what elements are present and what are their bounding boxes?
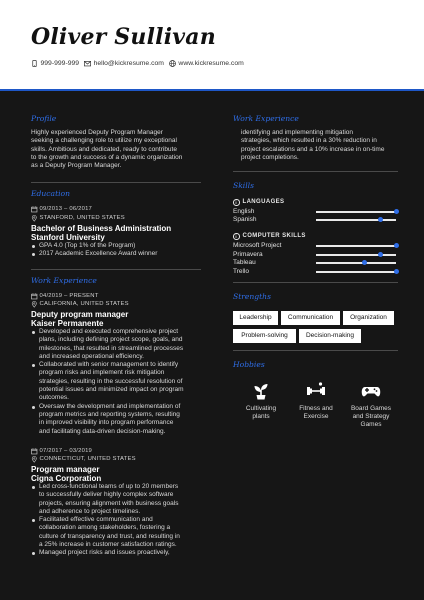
bullet-line: Managed project risks and issues proactively, xyxy=(39,549,170,557)
location-pin-icon xyxy=(31,215,38,222)
strengths-title: Strengths xyxy=(233,292,271,301)
work-continued-text xyxy=(241,129,406,162)
email-text: hello@kickresume.com xyxy=(93,60,164,67)
job-location xyxy=(31,456,136,463)
bullet-line: outcomes. xyxy=(39,394,69,402)
section-divider xyxy=(233,350,398,351)
profile-line: seeking a challenging role to utilize my exceptional xyxy=(31,137,177,145)
work-title: Work Experience xyxy=(31,276,97,285)
bullet-line: Developed and executed comprehensive project xyxy=(39,328,179,335)
skill-level-knob xyxy=(394,209,399,214)
hobby-label xyxy=(346,405,396,429)
job-date-text: 04/2019 – PRESENT xyxy=(39,293,99,300)
bullet-line: potential issues and minimized impact on program xyxy=(39,386,184,394)
bullet-line: strategies, resulting in the successful resolution of xyxy=(39,377,183,385)
bullet-line: program metrics and reporting systems, resulting xyxy=(39,410,180,418)
phone-icon xyxy=(31,60,38,67)
job-location xyxy=(31,301,129,308)
bullet-line: and increased operational efficiency. xyxy=(39,352,144,360)
contact-website[interactable] xyxy=(169,60,244,67)
strength-tag: Leadership xyxy=(233,311,278,325)
skill-level-track xyxy=(316,262,396,264)
profile-title: Profile xyxy=(31,114,57,123)
hobby-label xyxy=(236,405,286,421)
job-location-text: CALIFORNIA, UNITED STATES xyxy=(39,301,129,308)
section-divider xyxy=(233,282,398,283)
strength-tag: Organization xyxy=(343,311,394,325)
phone-text: 999-999-999 xyxy=(40,60,80,67)
location-pin-icon xyxy=(31,301,38,308)
computer-skills-heading xyxy=(233,233,306,240)
education-degree: Bachelor of Business Administration xyxy=(31,224,172,233)
job-role: Program manager xyxy=(31,465,100,474)
list-item: 2017 Academic Excellence Award winner xyxy=(31,250,211,258)
job-bullets xyxy=(31,483,216,558)
strength-tag: Decision-making xyxy=(299,329,361,343)
contact-row xyxy=(31,60,249,67)
gamepad-icon xyxy=(361,381,381,401)
strength-tag: Communication xyxy=(281,311,340,325)
profile-text xyxy=(31,129,211,170)
bullet-line: Facilitated effective communication and xyxy=(39,516,153,524)
envelope-icon xyxy=(84,60,91,67)
computer-skills-label: COMPUTER SKILLS xyxy=(242,233,306,240)
continued-line: strategies, which resulted in a 30% reduction in xyxy=(241,137,377,145)
bullet-line: Oversaw the development and implementation of xyxy=(39,402,181,410)
skill-level-knob xyxy=(362,260,367,265)
job-company: Cigna Corporation xyxy=(31,474,102,483)
list-item xyxy=(31,549,216,557)
continued-line: project escalations and a 10% increase in on-time xyxy=(241,145,385,153)
bullet-line: program risks and implement risk mitigation xyxy=(39,369,165,377)
skill-level-track xyxy=(316,219,396,221)
profile-line: to the growth and success of a dynamic organization xyxy=(31,153,183,161)
education-location xyxy=(31,215,125,222)
info-icon: i xyxy=(233,199,240,206)
skill-level-knob xyxy=(394,243,399,248)
list-item xyxy=(31,516,216,549)
resume-body xyxy=(0,91,424,600)
skill-label: Spanish xyxy=(233,216,257,223)
bullet-line: collaboration among stakeholders, fostering a xyxy=(39,524,171,532)
education-date-text: 09/2013 – 06/2017 xyxy=(39,206,93,213)
skill-label: Microsoft Project xyxy=(233,242,282,249)
list-item xyxy=(31,328,216,361)
hobby-label xyxy=(291,405,341,421)
bullet-line: to successfully deliver highly complex software xyxy=(39,491,174,499)
skill-level-knob xyxy=(394,269,399,274)
skill-level-track xyxy=(316,211,396,213)
job-role: Deputy program manager xyxy=(31,310,129,319)
hobby-label-line: and Strategy xyxy=(352,413,390,420)
plant-icon xyxy=(251,381,271,401)
skill-level-track xyxy=(316,254,396,256)
calendar-icon xyxy=(31,293,38,300)
education-location-text: STANFORD, UNITED STATES xyxy=(39,215,125,222)
job-date-text: 07/2017 – 03/2019 xyxy=(39,448,93,455)
education-school: Stanford University xyxy=(31,233,105,242)
location-pin-icon xyxy=(31,456,38,463)
bullet-line: culture of transparency and trust, and resulting in xyxy=(39,532,180,540)
skill-label: Tableau xyxy=(233,259,256,266)
skill-level-knob xyxy=(378,217,383,222)
hobby-label-line: Cultivating xyxy=(245,405,277,412)
skill-label: Trello xyxy=(233,268,250,275)
list-item xyxy=(31,483,216,516)
profile-line: Highly experienced Deputy Program Manager xyxy=(31,129,163,136)
education-title: Education xyxy=(31,189,71,198)
section-divider xyxy=(31,182,201,183)
hobby-label-line: Exercise xyxy=(303,413,329,420)
bullet-line: plans, including defining project scope, goals, and xyxy=(39,336,183,344)
job-date xyxy=(31,293,99,300)
strength-tag: Problem-solving xyxy=(233,329,296,343)
bullet-line: in improved visibility into program performance xyxy=(39,419,174,427)
languages-heading xyxy=(233,199,284,206)
education-bullets xyxy=(31,242,211,259)
skill-label: Primavera xyxy=(233,251,263,258)
bullet-line: Collaborated with senior management to identify xyxy=(39,361,179,369)
skill-label: English xyxy=(233,208,255,215)
contact-email[interactable] xyxy=(84,60,164,67)
skill-level-track xyxy=(316,245,396,247)
section-divider xyxy=(233,171,398,172)
education-date xyxy=(31,206,92,213)
skills-title: Skills xyxy=(233,181,254,190)
skill-level-track xyxy=(316,271,396,273)
calendar-icon xyxy=(31,448,38,455)
profile-line: skills. Ambitious and dedicated, ready to contribute xyxy=(31,145,177,153)
bullet-line: a 25% increase in customer satisfaction ratings. xyxy=(39,541,177,549)
job-company: Kaiser Permanente xyxy=(31,319,104,328)
skill-level-knob xyxy=(378,252,383,257)
hobbies-title: Hobbies xyxy=(233,360,265,369)
job-location-text: CONNECTICUT, UNITED STATES xyxy=(39,456,136,463)
hobby-label-line: plants xyxy=(252,413,270,420)
list-item xyxy=(31,361,216,402)
fitness-icon xyxy=(306,381,326,401)
list-item: GPA 4.0 (Top 1% of the Program) xyxy=(31,242,211,250)
hobby-label-line: Fitness and xyxy=(299,405,333,412)
candidate-name: Oliver Sullivan xyxy=(31,24,216,50)
job-bullets xyxy=(31,328,216,436)
list-item xyxy=(31,403,216,436)
calendar-icon xyxy=(31,206,38,213)
continued-line: project completions. xyxy=(241,153,299,161)
bullet-line: milestones, that resulted in streamlined processes xyxy=(39,344,184,352)
header xyxy=(0,0,424,89)
hobby-label-line: Games xyxy=(360,421,382,428)
hobby-label-line: Board Games xyxy=(350,405,392,412)
bullet-line: and facilitating data-driven decision-making. xyxy=(39,427,166,435)
job-date xyxy=(31,448,92,455)
work-continued-title: Work Experience xyxy=(233,114,299,123)
bullet-line: projects, ensuring alignment with business goals xyxy=(39,499,179,507)
languages-label: LANGUAGES xyxy=(242,199,285,206)
profile-line: as a Deputy Program Manager. xyxy=(31,162,122,170)
website-text: www.kickresume.com xyxy=(178,60,244,67)
bullet-line: and adherence to project timelines. xyxy=(39,507,141,515)
globe-icon xyxy=(169,60,176,67)
section-divider xyxy=(31,269,201,270)
info-icon: i xyxy=(233,233,240,240)
continued-line: identifying and implementing mitigation xyxy=(241,129,354,136)
bullet-line: Led cross-functional teams of up to 20 members xyxy=(39,483,179,490)
contact-phone xyxy=(31,60,79,67)
